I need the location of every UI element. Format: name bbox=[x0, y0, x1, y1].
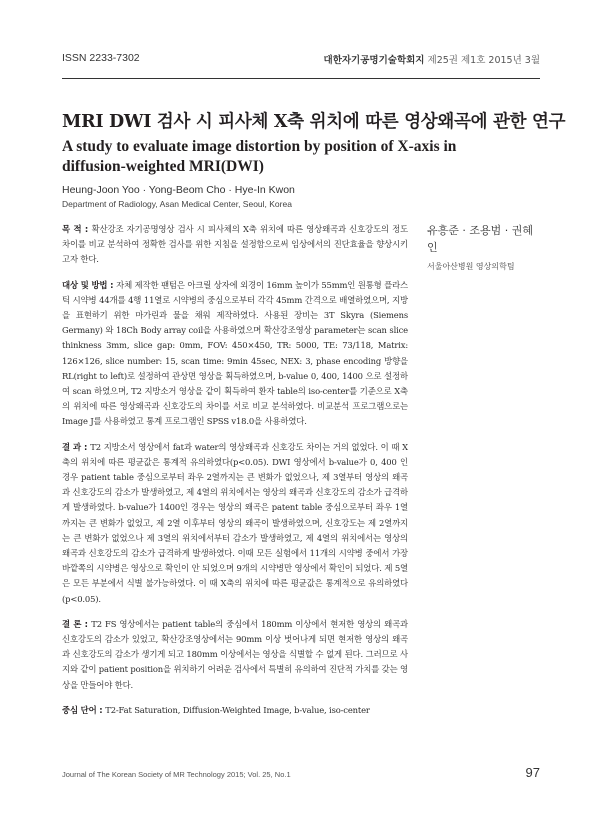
purpose-text: 확산강조 자기공명영상 검사 시 피사체의 X축 위치에 따른 영상왜곡과 신호강도의 정도 차이를 비교 분석하여 정확한 검사를 위한 지침을 설정함으로써 임상에서의 진단효율을 향상시키고자 한다. bbox=[62, 224, 408, 265]
purpose-label: 목 적 : bbox=[62, 224, 92, 234]
keywords-label: 중심 단어 : bbox=[62, 704, 106, 715]
author-list: Heung-Joon Yoo · Yong-Beom Cho · Hye-In Kwon bbox=[62, 184, 295, 196]
journal-volume: 제25권 제1호 2015년 3월 bbox=[427, 55, 540, 66]
author-affiliation: Department of Radiology, Asan Medical Center, Seoul, Korea bbox=[62, 199, 292, 209]
page-number: 97 bbox=[525, 765, 540, 780]
conclusion-text: T2 FS 영상에서는 patient table의 중심에서 180mm 이상에서 현저한 영상의 왜곡과 신호강도의 감소가 있었고, 확산강조영상에서는 90mm 이상 벗어나게 되면 현저한 영상의 왜곡과 신호강도의 감소가 생기게 되고 180mm 이상에서는 영상을 식별할 수 없게 된다. 그러므로 사지와 같이 patient position을 위치하기 어려운 검사에서 특별히 유의하여 진단적 가치를 갖는 영상을 만들어야 한다. bbox=[62, 618, 408, 690]
abstract bbox=[62, 222, 408, 724]
issn: ISSN 2233-7302 bbox=[62, 52, 140, 64]
results-text: T2 지방소서 영상에서 fat과 water의 영상왜곡과 신호강도 차이는 거의 없었다. 이 때 X축의 위치에 따른 평균값은 통계적 유의하였다(p<0.05). DWI 영상에서 b-value가 0, 400 인 경우 patient table 중심으로부터 좌우 2열까지는 큰 변화가 없었으나, 제 3열부터 영상의 왜곡과 신호강도의 감소가 발생하였고, 제 4열의 위치에서는 영상의 왜곡과 신호강도의 감소가 급격하게 발생하였다. b-value가 1400인 경우는 영상의 왜곡은 patent table 중심으로부터 좌우 1열까지는 큰 변화가 없었고, 제 2열 이후부터 영상의 왜곡이 발생하였으며, 신호강도는 제 2열까지는 큰 변화가 없었으나 제 3열의 위치에서부터 감소가 발생하였고, 제 4열의 위치에서는 영상의 왜곡과 신호강도의 감소가 급격하게 발생하였다. 이때 모든 실험에서 11개의 시약병 중에서 가장 바깥쪽의 시약병은 영상으로 확인이 안 되었으며 9개의 시약병만 영상에서 확인이 되었다. 제 5열은 모든 부분에서 식별 불가능하였다. 이 때 X축의 위치에 따른 평균값은 통계적으로 유의하였다(p<0.05). bbox=[62, 441, 408, 604]
sidebar-author-block bbox=[427, 222, 542, 272]
keywords-text: T2-Fat Saturation, Diffusion-Weighted Image, b-value, iso-center bbox=[105, 704, 370, 715]
journal-name: 대한자기공명기술학회지 bbox=[323, 55, 425, 66]
journal-info bbox=[324, 52, 540, 66]
abstract-purpose bbox=[62, 222, 408, 268]
conclusion-label: 결 론 : bbox=[62, 618, 92, 629]
paper-title-english: A study to evaluate image distortion by position of X-axis in diffusion-weighted MRI(DWI) bbox=[62, 138, 457, 175]
sidebar-authors: 유흥준 · 조용범 · 권혜인 bbox=[427, 224, 533, 254]
abstract-methods bbox=[62, 278, 408, 430]
running-header bbox=[62, 52, 540, 64]
header-rule bbox=[62, 78, 540, 79]
abstract-results bbox=[62, 440, 408, 607]
footer-citation: Journal of The Korean Society of MR Technology 2015; Vol. 25, No.1 bbox=[62, 770, 291, 779]
methods-label: 대상 및 방법 : bbox=[62, 279, 117, 290]
paper-title-korean: MRI DWI 검사 시 피사체 X축 위치에 따른 영상왜곡에 관한 연구 bbox=[62, 112, 566, 132]
results-label: 결 과 : bbox=[62, 441, 91, 452]
sidebar-affiliation: 서울아산병원 영상의학팀 bbox=[427, 262, 515, 271]
abstract-keywords bbox=[62, 703, 408, 718]
abstract-conclusion bbox=[62, 617, 408, 693]
methods-text: 자체 제작한 팬텀은 아크릴 상자에 외경이 16mm 높이가 55mm인 원통형 플라스틱 시약병 44개를 4행 11열로 시약병의 중심으로부터 각각 45mm 간격으로 배열하였으며, 지방을 표현하기 위한 마가린과 물을 채워 제작하였다. 사용된 장비는 3T Skyra (Siemens Germany) 와 18Ch Body array coil을 사용하였으며 확산강조영상 parameter는 scan slice thinkness 3mm, slice gap: 0mm, FOV: 450×450, TR: 5000, TE: 73/118, Matrix: 126×126, slice number: 15, scan time: 9min 45sec, NEX: 3, phase encoding 방향을 RL(right to left)로 설정하여 관상면 영상을 획득하였으며, b-value 0, 400, 1400 으로 설정하여 scan 하였으며, T2 지방소거 영상을 같이 획득하여 환자 table의 iso-center를 기준으로 X축의 위치에 따른 영상왜곡과 신호강도의 차이를 서로 비교 분석하였다. 비교분석 프로그램으로는 Image J를 사용하였고 통계 프로그램인 SPSS v18.0을 사용하였다. bbox=[62, 279, 409, 427]
